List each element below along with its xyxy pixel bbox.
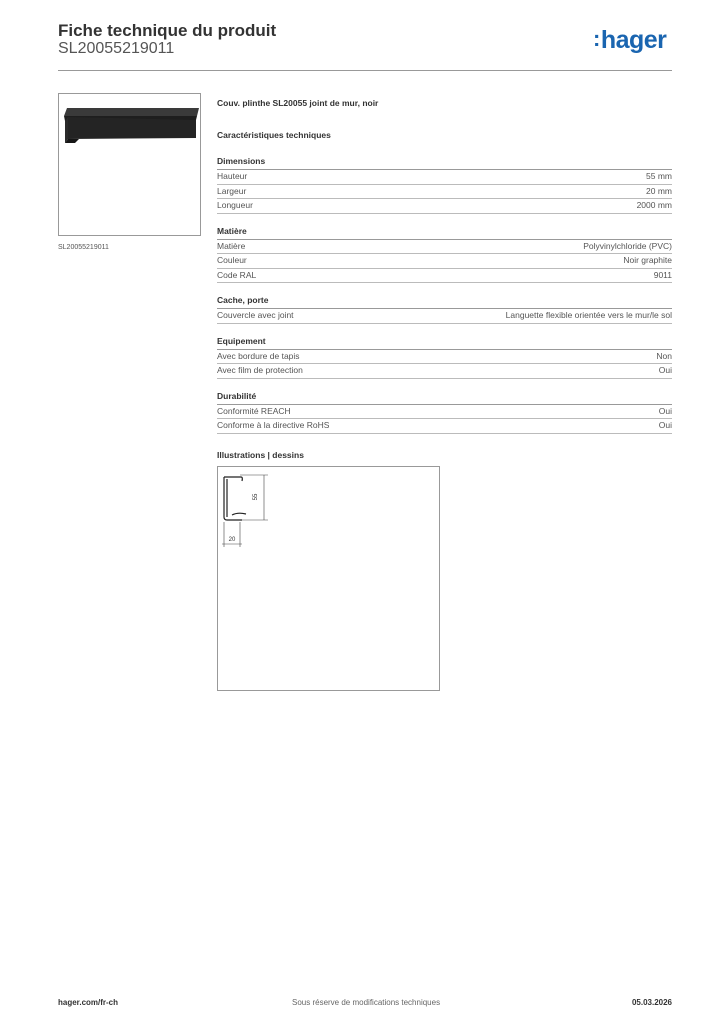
page-title: Fiche technique du produit [58, 21, 277, 40]
spec-row [217, 419, 672, 434]
footer-website: hager.com/fr-ch [58, 998, 119, 1007]
spec-row [217, 199, 672, 214]
product-photo [58, 93, 201, 236]
profile-drawing-icon [218, 467, 441, 692]
spec-value: Oui [658, 365, 672, 375]
spec-row [217, 185, 672, 200]
product-description: Couv. plinthe SL20055 joint de mur, noir [217, 98, 379, 108]
spec-value: Oui [658, 420, 672, 430]
spec-value: Non [656, 350, 672, 361]
spec-label: Couvercle avec joint [217, 310, 294, 320]
spec-value: Noir graphite [623, 255, 672, 265]
spec-value: 55 mm [646, 171, 672, 181]
section-equipment [217, 336, 672, 379]
section-title: Matière [217, 226, 672, 240]
spec-row [217, 309, 672, 324]
section-material [217, 226, 672, 284]
illustrations-title: Illustrations | dessins [217, 449, 304, 460]
spec-label: Code RAL [217, 269, 257, 280]
photo-caption: SL20055219011 [58, 244, 109, 251]
width-dimension-label: 20 [228, 537, 236, 543]
spec-label: Couleur [217, 255, 247, 265]
spec-row [217, 170, 672, 185]
hager-logo [593, 26, 666, 55]
spec-label: Conforme à la directive RoHS [217, 420, 330, 430]
spec-value: 2000 mm [636, 200, 672, 210]
product-code: SL20055219011 [58, 40, 175, 57]
cover-profile-icon [59, 94, 202, 237]
spec-label: Conformité REACH [217, 405, 291, 416]
spec-row [217, 405, 672, 420]
spec-value: 9011 [653, 269, 672, 280]
section-dimensions [217, 156, 672, 214]
spec-value: 20 mm [646, 185, 672, 196]
footer-date: 05.03.2026 [631, 998, 672, 1007]
spec-row [217, 254, 672, 269]
spec-row [217, 269, 672, 284]
spec-label: Largeur [217, 185, 247, 196]
footer-notice: Sous réserve de modifications techniques [292, 998, 441, 1007]
section-title: Dimensions [217, 156, 672, 170]
spec-row [217, 240, 672, 255]
spec-row [217, 364, 672, 379]
spec-label: Hauteur [217, 171, 248, 181]
section-title: Cache, porte [217, 295, 672, 309]
spec-label: Matière [217, 240, 246, 251]
spec-value: Oui [658, 405, 672, 416]
technical-characteristics-title: Caractéristiques techniques [217, 130, 331, 140]
logo-colon-icon: : [593, 26, 600, 51]
technical-drawing [217, 466, 440, 691]
section-durability [217, 391, 672, 434]
header-divider [58, 70, 672, 71]
section-title: Equipement [217, 336, 672, 350]
product-details [217, 96, 672, 463]
height-dimension-label: 55 [253, 493, 259, 501]
spec-label: Avec bordure de tapis [217, 350, 300, 361]
spec-value: Languette flexible orientée vers le mur/le sol [505, 310, 672, 320]
spec-label: Longueur [217, 200, 253, 210]
section-title: Durabilité [217, 391, 672, 405]
spec-row [217, 350, 672, 365]
logo-text: hager [600, 26, 667, 54]
spec-value: Polyvinylchloride (PVC) [583, 240, 672, 251]
section-cover [217, 295, 672, 324]
spec-label: Avec film de protection [217, 365, 303, 375]
